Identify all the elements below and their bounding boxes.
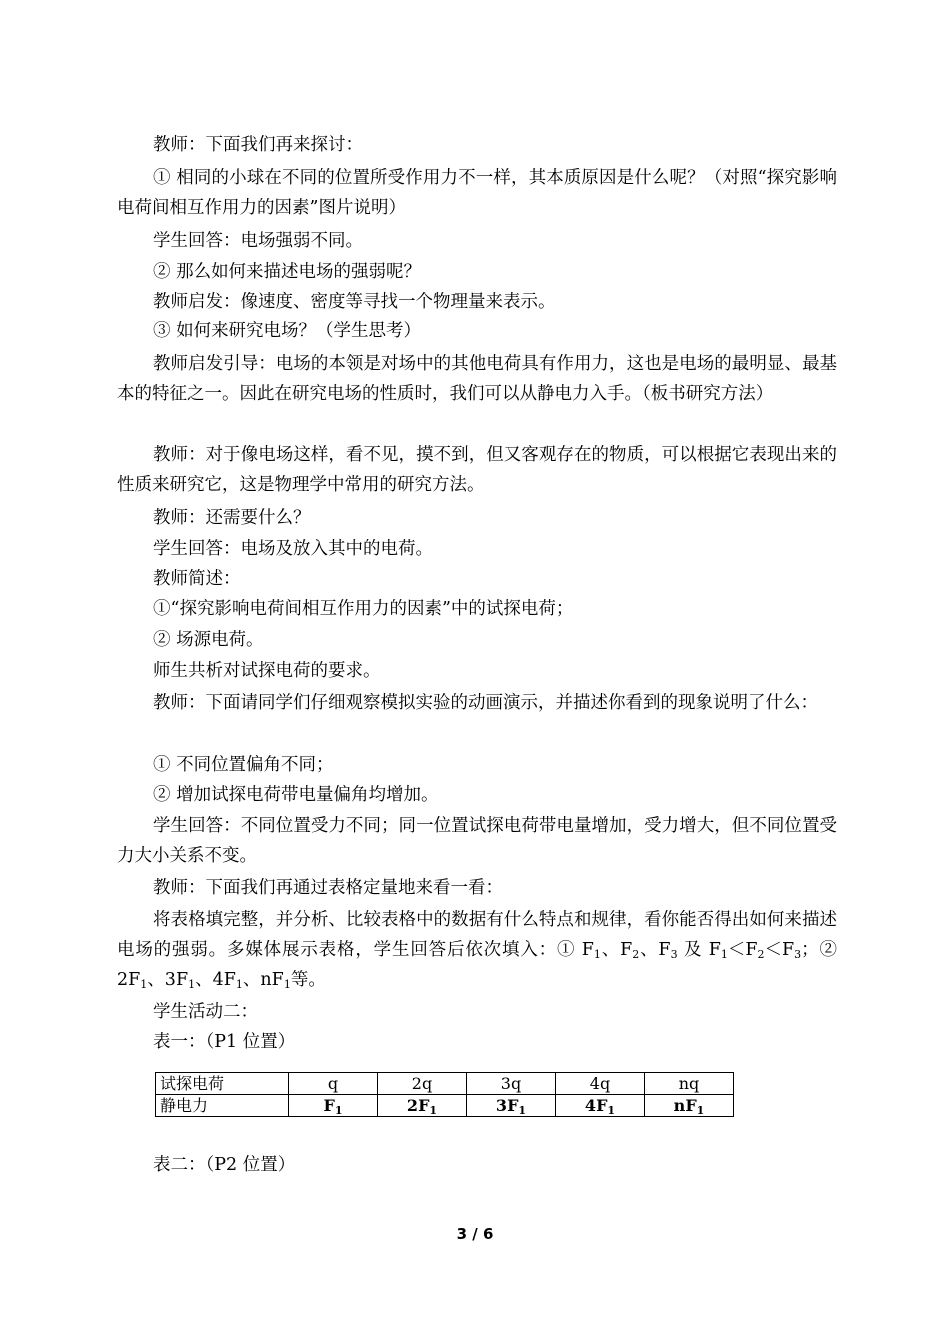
para-4: ② 那么如何来描述电场的强弱呢？ xyxy=(153,262,422,282)
para-17: ② 增加试探电荷带电量偏角均增加。 xyxy=(153,785,439,805)
para-18: 学生回答：不同位置受力不同；同一位置试探电荷带电量增加，受力增大，但不同位置受力大小关系不变。 xyxy=(117,816,837,866)
para-9: 教师：还需要什么？ xyxy=(153,508,311,528)
para-7: 教师启发引导：电场的本领是对场中的其他电荷具有作用力，这也是电场的最明显、最基本的特征之一。因此在研究电场的性质时，我们可以从静电力入手。（板书研究方法） xyxy=(117,354,837,404)
para-14: 师生共析对试探电荷的要求。 xyxy=(153,661,381,681)
table-cell: nq xyxy=(645,1073,734,1095)
table-cell: $nF_1$ xyxy=(645,1095,734,1117)
page-number: 3 / 6 xyxy=(456,1225,494,1243)
para-20-text: 将表格填完整，并分析、比较表格中的数据有什么特点和规律，看你能否得出如何来描述电场的强弱。多媒体展示表格，学生回答后依次填入： xyxy=(117,910,837,960)
para-19: 教师：下面我们再通过表格定量地来看一看： xyxy=(153,878,503,898)
table-cell: q xyxy=(289,1073,378,1095)
table-cell: 2q xyxy=(378,1073,467,1095)
table-cell: $3F_1$ xyxy=(467,1095,556,1117)
para-8: 教师：对于像电场这样，看不见，摸不到，但又客观存在的物质，可以根据它表现出来的性质来研究它，这是物理学中常用的研究方法。 xyxy=(117,445,837,495)
para-3: 学生回答：电场强弱不同。 xyxy=(153,231,363,251)
para-5: 教师启发：像速度、密度等寻找一个物理量来表示。 xyxy=(153,292,556,312)
para-2: ① 相同的小球在不同的位置所受作用力不一样，其本质原因是什么呢？（对照“探究影响电荷间相互作用力的因素”图片说明） xyxy=(117,168,837,218)
para-15: 教师：下面请同学们仔细观察模拟实验的动画演示，并描述你看到的现象说明了什么： xyxy=(153,693,818,713)
table-row xyxy=(156,1095,734,1117)
para-16: ① 不同位置偏角不同； xyxy=(153,755,334,775)
table-cell: $4F_1$ xyxy=(556,1095,645,1117)
para-23: 表二：（P2 位置） xyxy=(153,1155,296,1175)
table-p1 xyxy=(155,1072,734,1117)
para-12: ①“探究影响电荷间相互作用力的因素”中的试探电荷； xyxy=(153,599,574,619)
para-13: ② 场源电荷。 xyxy=(153,630,264,650)
table-cell: 试探电荷 xyxy=(156,1073,289,1095)
para-1: 教师：下面我们再来探讨： xyxy=(153,135,363,155)
table-row xyxy=(156,1073,734,1095)
para-6: ③ 如何来研究电场？（学生思考） xyxy=(153,321,422,341)
table-cell: 静电力 xyxy=(156,1095,289,1117)
para-21: 学生活动二： xyxy=(153,1002,258,1022)
para-10: 学生回答：电场及放入其中的电荷。 xyxy=(153,539,433,559)
table-cell: $2F_1$ xyxy=(378,1095,467,1117)
table-cell: $F_1$ xyxy=(289,1095,378,1117)
para-11: 教师简述： xyxy=(153,569,241,589)
para-22: 表一：（P1 位置） xyxy=(153,1032,296,1052)
para-20: 将表格填完整，并分析、比较表格中的数据有什么特点和规律，看你能否得出如何来描述电场的强弱。多媒体展示表格，学生回答后依次填入：① $F_1$、$F_2$、$F_3$ 及 $F_1<F_2<F_3$；② $2F_1$、$3F_1$、$4F_1$、$nF_1$等。 xyxy=(117,910,838,991)
table-cell: 3q xyxy=(467,1073,556,1095)
table-cell: 4q xyxy=(556,1073,645,1095)
